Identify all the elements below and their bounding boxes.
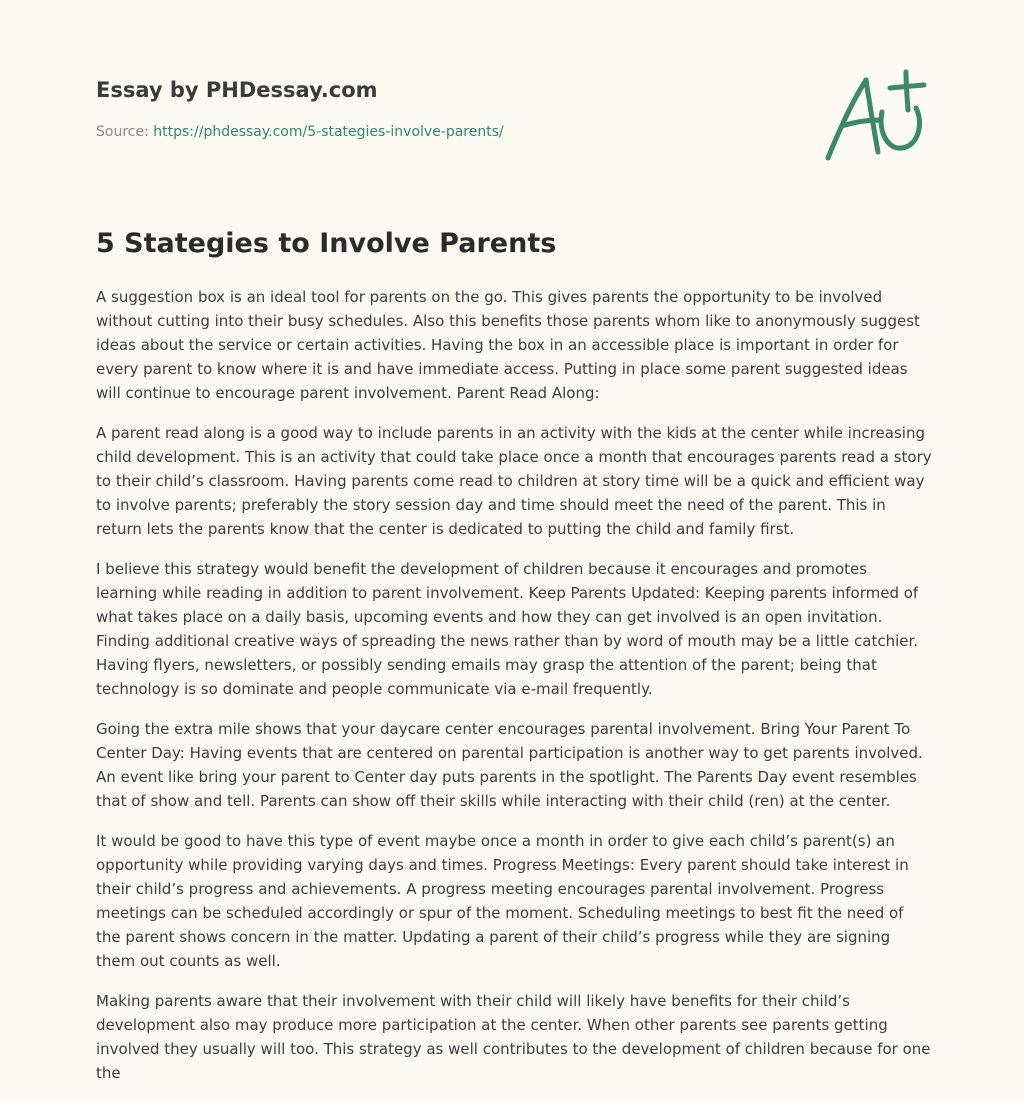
brand-title: Essay by PHDessay.com bbox=[96, 78, 378, 102]
essay-paragraph: Making parents aware that their involvement with their child will likely have benefits for their child’s development also may produce more participation at the center. When other parents see parents getting involved they usually will too. This strategy as well contributes to the development of children because for one the bbox=[96, 992, 931, 1082]
essay-paragraph: Going the extra mile shows that your daycare center encourages parental involvement. Bring Your Parent To Center Day: Having events that are centered on parental participation is another way to get parents involved. An event like bring your parent to Center day puts parents in the spotlight. The Parents Day event resembles that of show and tell. Parents can show off their skills while interacting with their child (ren) at the center. bbox=[96, 720, 923, 810]
a-plus-logo-icon bbox=[820, 66, 930, 166]
essay-body bbox=[96, 285, 932, 1101]
source-line bbox=[96, 122, 696, 142]
essay-paragraph: It would be good to have this type of event maybe once a month in order to give each child’s parent(s) an opportunity while providing varying days and times. Progress Meetings: Every parent should take interest in their child’s progress and achievements. A progress meeting encourages parental involvement. Progress meetings can be scheduled accordingly or spur of the moment. Scheduling meetings to best fit the need of the parent shows concern in the matter. Updating a parent of their child’s progress while they are signing them out counts as well. bbox=[96, 832, 909, 970]
document-header bbox=[96, 76, 696, 142]
essay-paragraph: A suggestion box is an ideal tool for parents on the go. This gives parents the opportunity to be involved without cutting into their busy schedules. Also this benefits those parents whom like to anonymously suggest ideas about the service or certain activities. Having the box in an accessible place is important in order for every parent to know where it is and have immediate access. Putting in place some parent suggested ideas will continue to encourage parent involvement. Parent Read Along: bbox=[96, 288, 920, 402]
essay-paragraph: I believe this strategy would benefit the development of children because it encourages and promotes learning while reading in addition to parent involvement. Keep Parents Updated: Keeping parents informed of what takes place on a daily basis, upcoming events and how they can get involved is an open invitation. Finding additional creative ways of spreading the news rather than by word of mouth may be a little catchier. Having flyers, newsletters, or possibly sending emails may grasp the attention of the parent; being that technology is so dominate and people communicate via e-mail frequently. bbox=[96, 560, 919, 698]
source-link[interactable]: https://phdessay.com/5-stategies-involve-parents/ bbox=[153, 124, 504, 140]
essay-title: 5 Stategies to Involve Parents bbox=[96, 228, 557, 259]
source-label: Source: bbox=[96, 124, 149, 140]
essay-paragraph: A parent read along is a good way to include parents in an activity with the kids at the center while increasing child development. This is an activity that could take place once a month that encourages parents read a story to their child’s classroom. Having parents come read to children at story time will be a quick and efficient way to involve parents; preferably the story session day and time should meet the need of the parent. This in return lets the parents know that the center is dedicated to putting the child and family first. bbox=[96, 424, 932, 538]
